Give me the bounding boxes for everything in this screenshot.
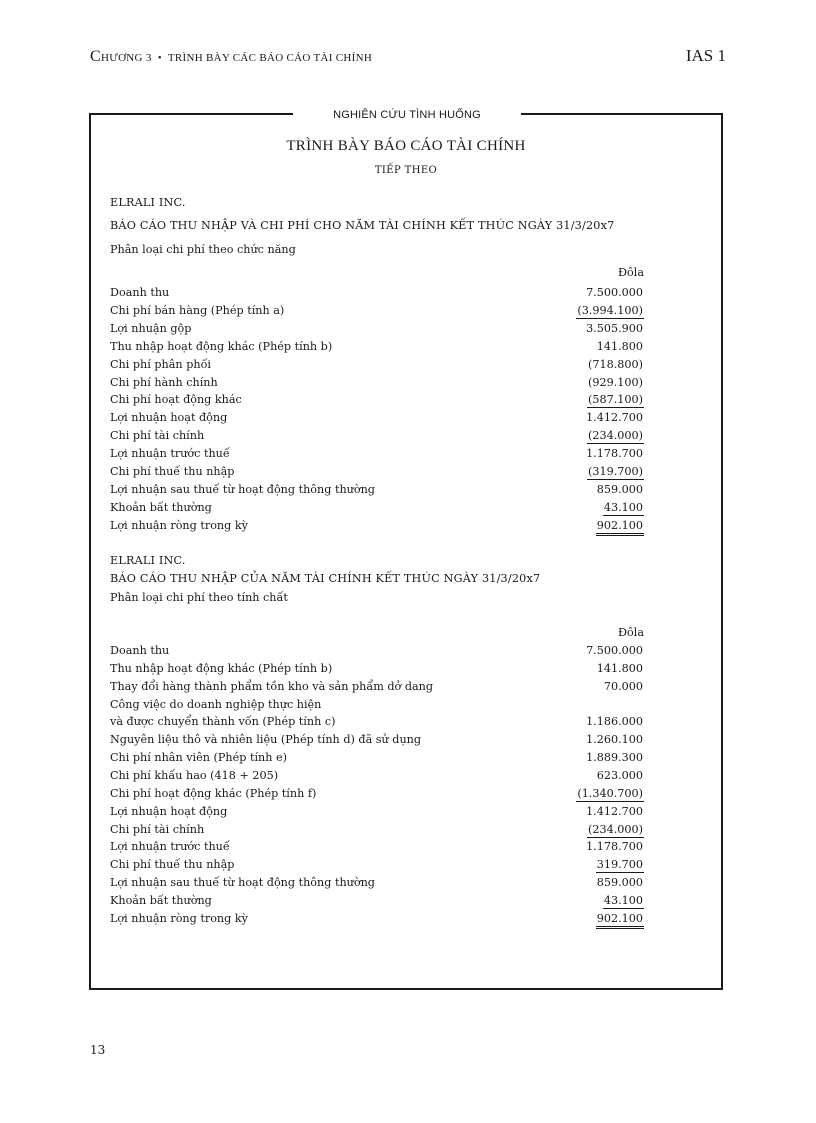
running-header: [90, 48, 726, 72]
row-label: Doanh thu: [110, 286, 170, 299]
row-value: (1.340.700): [577, 786, 643, 800]
row-label: Lợi nhuận hoạt động: [110, 411, 228, 425]
row-value: (718.800): [588, 357, 643, 371]
chapter-number: HƯƠNG 3: [100, 52, 152, 64]
row-value: 43.100: [603, 893, 643, 907]
row-label: Công việc do doanh nghiệp thực hiện: [110, 697, 322, 711]
row-label: Khoản bất thường: [110, 893, 212, 907]
table-row: [110, 358, 644, 376]
row-label: và được chuyển thành vốn (Phép tính c): [110, 715, 336, 729]
page-title: TRÌNH BÀY BÁO CÁO TÀI CHÍNH: [286, 138, 526, 154]
row-label: Lợi nhuận hoạt động: [110, 804, 228, 818]
row-label: Thu nhập hoạt động khác (Phép tính b): [110, 661, 333, 675]
row-value: 141.800: [596, 339, 643, 353]
row-label: Doanh thu: [110, 644, 170, 657]
s1-currency-header: Đôla: [617, 266, 644, 279]
s2-currency-header: Đôla: [617, 626, 644, 639]
table-row: [110, 894, 644, 912]
s1-company: ELRALI INC.: [110, 196, 186, 209]
table-row: [110, 429, 644, 447]
row-value: (319.700): [588, 465, 643, 478]
row-label: Chi phí hoạt động khác (Phép tính f): [110, 786, 317, 800]
case-study-label: NGHIÊN CỨU TÌNH HUỐNG: [293, 108, 521, 122]
table-row: [110, 805, 644, 823]
row-value: 859.000: [596, 482, 643, 496]
chapter-heading: [90, 48, 372, 66]
row-value: 319.700: [596, 858, 643, 872]
chapter-title: TRÌNH BÀY CÁC BÁO CÁO TÀI CHÍNH: [167, 52, 373, 64]
table-row: [110, 912, 644, 930]
s2-company: ELRALI INC.: [110, 554, 186, 567]
row-label: Chi phí nhân viên (Phép tính e): [110, 751, 287, 765]
row-label: Chi phí thuế thu nhập: [110, 465, 235, 478]
row-label: Chi phí tài chính: [110, 429, 205, 443]
bullet-separator: •: [154, 52, 165, 64]
table-row: [110, 715, 644, 733]
s2-heading: BÁO CÁO THU NHẬP CỦA NĂM TÀI CHÍNH KẾT THÚC NGÀY 31/3/20x7: [110, 572, 541, 585]
table-row: [110, 393, 644, 411]
table-row: [110, 501, 644, 519]
row-value: 1.178.700: [586, 447, 643, 461]
row-value: 623.000: [596, 768, 643, 782]
row-label: Chi phí hoạt động khác: [110, 393, 242, 407]
table-row: [110, 322, 644, 340]
row-label: Chi phí phân phối: [110, 357, 211, 371]
row-value: 7.500.000: [586, 286, 643, 299]
row-value: (587.100): [588, 393, 643, 407]
table-row: [110, 680, 644, 698]
row-value: 43.100: [603, 500, 643, 514]
row-value: (3.994.100): [577, 303, 643, 317]
row-value: 70.000: [603, 679, 643, 693]
row-value: (929.100): [588, 375, 643, 389]
row-value: 902.100: [596, 912, 644, 929]
row-label: Lợi nhuận sau thuế từ hoạt động thông thường: [110, 482, 375, 496]
row-label: Chi phí tài chính: [110, 822, 205, 836]
table-row: [110, 662, 644, 680]
chapter-initial: C: [90, 48, 101, 65]
row-label: Chi phí hành chính: [110, 375, 218, 389]
table-row: [110, 840, 644, 858]
row-value: 1.178.700: [586, 840, 643, 854]
table-row: [110, 304, 644, 322]
row-label: Lợi nhuận sau thuế từ hoạt động thông thường: [110, 876, 375, 890]
row-value: 1.889.300: [586, 751, 643, 765]
table-row: [110, 823, 644, 841]
s1-heading: BÁO CÁO THU NHẬP VÀ CHI PHÍ CHO NĂM TÀI CHÍNH KẾT THÚC NGÀY 31/3/20x7: [110, 219, 615, 232]
page-number: 13: [90, 1043, 106, 1057]
table-row: [110, 465, 644, 483]
table-row: [110, 769, 644, 787]
table-row: [110, 376, 644, 394]
table-row: [110, 733, 644, 751]
s1-classification: Phân loại chi phí theo chức năng: [110, 243, 296, 256]
row-value: 7.500.000: [586, 644, 643, 657]
row-value: 141.800: [596, 661, 643, 675]
table-row: [110, 876, 644, 894]
row-label: Thay đổi hàng thành phẩm tồn kho và sản phẩm dở dang: [110, 679, 434, 693]
row-label: Lợi nhuận trước thuế: [110, 447, 230, 461]
row-value: 1.260.100: [586, 733, 643, 747]
s2-classification: Phân loại chi phí theo tính chất: [110, 591, 288, 604]
standard-label: IAS 1: [685, 46, 726, 65]
row-label: Lợi nhuận trước thuế: [110, 840, 230, 854]
row-value: 1.412.700: [586, 804, 643, 818]
table-row: [110, 698, 644, 716]
table-row: [110, 447, 644, 465]
table-row: [110, 751, 644, 769]
row-label: Thu nhập hoạt động khác (Phép tính b): [110, 339, 333, 353]
row-label: Nguyên liệu thô và nhiên liệu (Phép tính d) đã sử dụng: [110, 733, 422, 747]
row-label: Lợi nhuận ròng trong kỳ: [110, 518, 248, 532]
table-row: [110, 483, 644, 501]
row-label: Chi phí thuế thu nhập: [110, 858, 235, 872]
row-value: 1.412.700: [586, 411, 643, 425]
table-row: [110, 411, 644, 429]
table-row: [110, 519, 644, 537]
row-value: (234.000): [588, 822, 643, 836]
row-label: Chi phí bán hàng (Phép tính a): [110, 303, 285, 317]
row-label: Chi phí khấu hao (418 + 205): [110, 768, 279, 782]
row-value: 859.000: [596, 876, 643, 890]
row-label: Lợi nhuận gộp: [110, 321, 192, 335]
table-row: [110, 286, 644, 304]
table-row: [110, 787, 644, 805]
row-label: Lợi nhuận ròng trong kỳ: [110, 911, 248, 925]
row-label: Khoản bất thường: [110, 500, 212, 514]
table-row: [110, 644, 644, 662]
row-value: (234.000): [588, 429, 643, 443]
table-row: [110, 340, 644, 358]
row-value: 902.100: [596, 519, 644, 536]
row-value: 1.186.000: [586, 715, 643, 729]
row-value: 3.505.900: [586, 321, 643, 335]
table-row: [110, 858, 644, 876]
page-subtitle: TIẾP THEO: [374, 165, 438, 176]
